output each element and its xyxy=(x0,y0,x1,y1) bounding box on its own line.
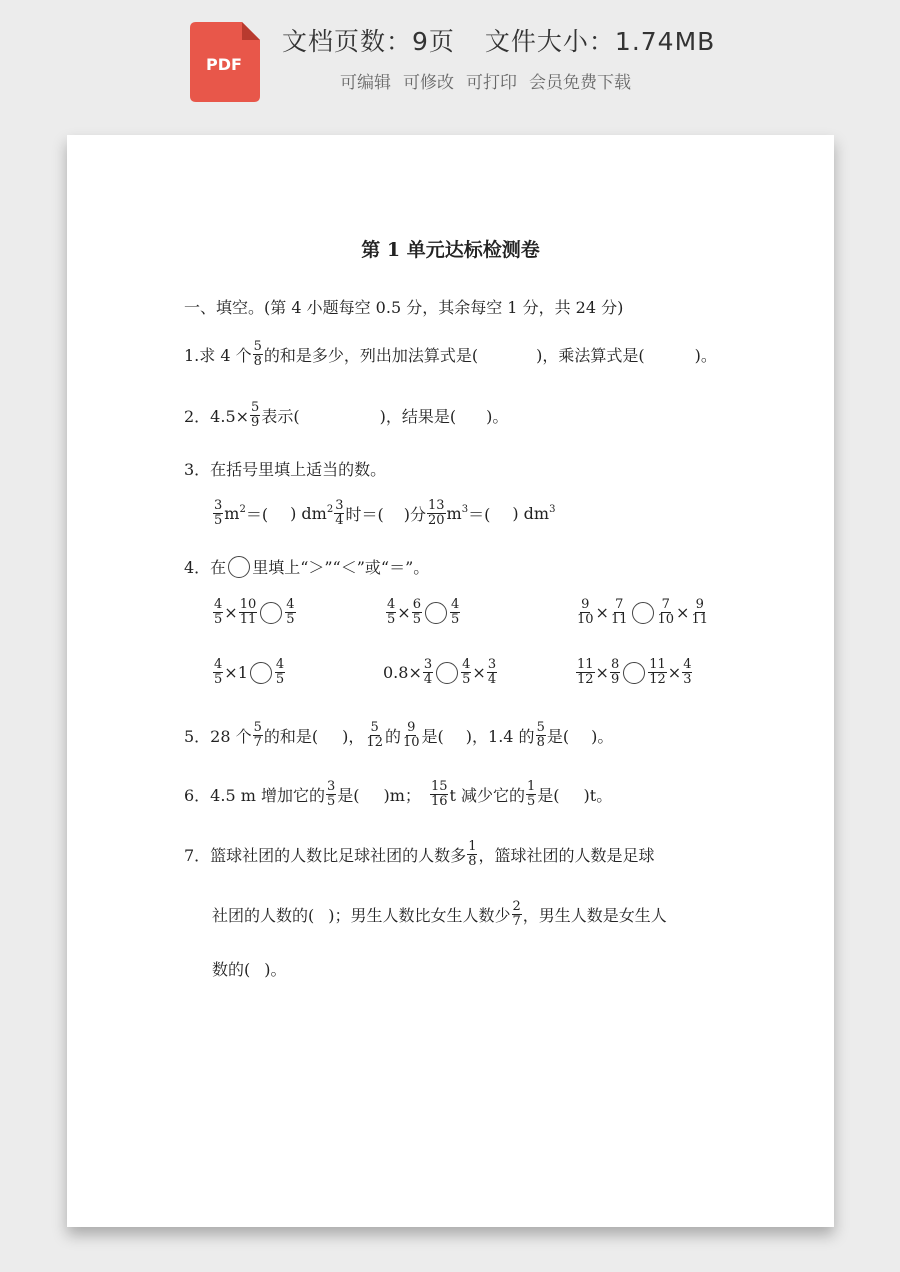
question-7-line-3: 数的( )。 xyxy=(212,960,287,979)
pdf-file-icon xyxy=(190,22,260,102)
circle-blank[interactable] xyxy=(425,602,447,624)
question-6: 6．4.5 m 增加它的 $\frac{3}{5}$ 是( )m； $\frac{15}{16}$ t 减少它的 $\frac{1}{5}$ 是( )t。 xyxy=(184,779,613,809)
fraction: $\frac{5}{8}$ xyxy=(253,339,262,369)
doc-info xyxy=(282,22,745,58)
compare-r1c2: $\frac{4}{5}$ × $\frac{6}{5}$ $\frac{4}{5}$ xyxy=(387,597,460,627)
circle-blank[interactable] xyxy=(260,602,282,624)
tag-editable: 可编辑 xyxy=(340,73,391,93)
circle-blank[interactable] xyxy=(436,662,458,684)
pdf-icon-label: PDF xyxy=(206,55,242,74)
page-count: 文档页数：9页 xyxy=(282,27,455,56)
tag-free-download: 会员免费下载 xyxy=(529,73,631,93)
compare-r2c1: $\frac{4}{5}$ ×1 $\frac{4}{5}$ xyxy=(214,657,285,687)
compare-r1c3: $\frac{9}{10}$ × $\frac{7}{11}$ $\frac{7}{10}$ × $\frac{9}{11}$ xyxy=(577,597,708,627)
question-3-blanks: $\frac{3}{5}$ m 2 ＝( ) dm 2 $\frac{3}{4}$ 时＝( )分 $\frac{13}{20}$ m 3 ＝( ) dm 3 xyxy=(214,498,556,528)
question-2: 2．4.5× $\frac{5}{9}$ 表示( )，结果是( )。 xyxy=(184,400,509,430)
compare-r2c3: $\frac{11}{12}$ × $\frac{8}{9}$ $\frac{11}{12}$ × $\frac{4}{3}$ xyxy=(577,657,692,687)
question-1: 1.求 4 个 $\frac{5}{8}$ 的和是多少，列出加法算式是( )，乘法算式是( )。 xyxy=(184,339,717,369)
page-title: 第 1 单元达标检测卷 xyxy=(361,239,540,261)
file-size: 文件大小：1.74MB xyxy=(484,27,716,56)
document-page xyxy=(67,135,834,1227)
circle-blank[interactable] xyxy=(250,662,272,684)
tag-printable: 可打印 xyxy=(466,73,517,93)
question-7: 7．篮球社团的人数比足球社团的人数多 $\frac{1}{8}$ ，篮球社团的人数是足球 xyxy=(184,839,655,869)
fraction: $\frac{5}{9}$ xyxy=(251,400,260,430)
question-3: 3．在括号里填上适当的数。 xyxy=(184,460,387,479)
tag-modifiable: 可修改 xyxy=(403,73,454,93)
compare-r1c1: $\frac{4}{5}$ × $\frac{10}{11}$ $\frac{4}{5}$ xyxy=(214,597,295,627)
circle-blank[interactable] xyxy=(632,602,654,624)
doc-header xyxy=(0,0,900,130)
question-4: 4．在 里填上“＞”“＜”或“＝”。 xyxy=(184,555,429,578)
doc-tags xyxy=(340,68,643,93)
compare-r2c2: 0.8× $\frac{3}{4}$ $\frac{4}{5}$ × $\frac{3}{4}$ xyxy=(383,657,497,687)
question-5: 5．28 个 $\frac{5}{7}$ 的和是( )， $\frac{5}{12}$ 的 $\frac{9}{10}$ 是( )，1.4 的 $\frac{5}{8}$ 是( )。 xyxy=(184,720,614,750)
question-7-line-2: 社团的人数的( )；男生人数比女生人数少 $\frac{2}{7}$ ，男生人数是女生人 xyxy=(212,899,667,929)
circle-blank xyxy=(228,556,250,578)
section-heading: 一、填空。(第 4 小题每空 0.5 分，其余每空 1 分，共 24 分) xyxy=(184,298,624,317)
circle-blank[interactable] xyxy=(623,662,645,684)
